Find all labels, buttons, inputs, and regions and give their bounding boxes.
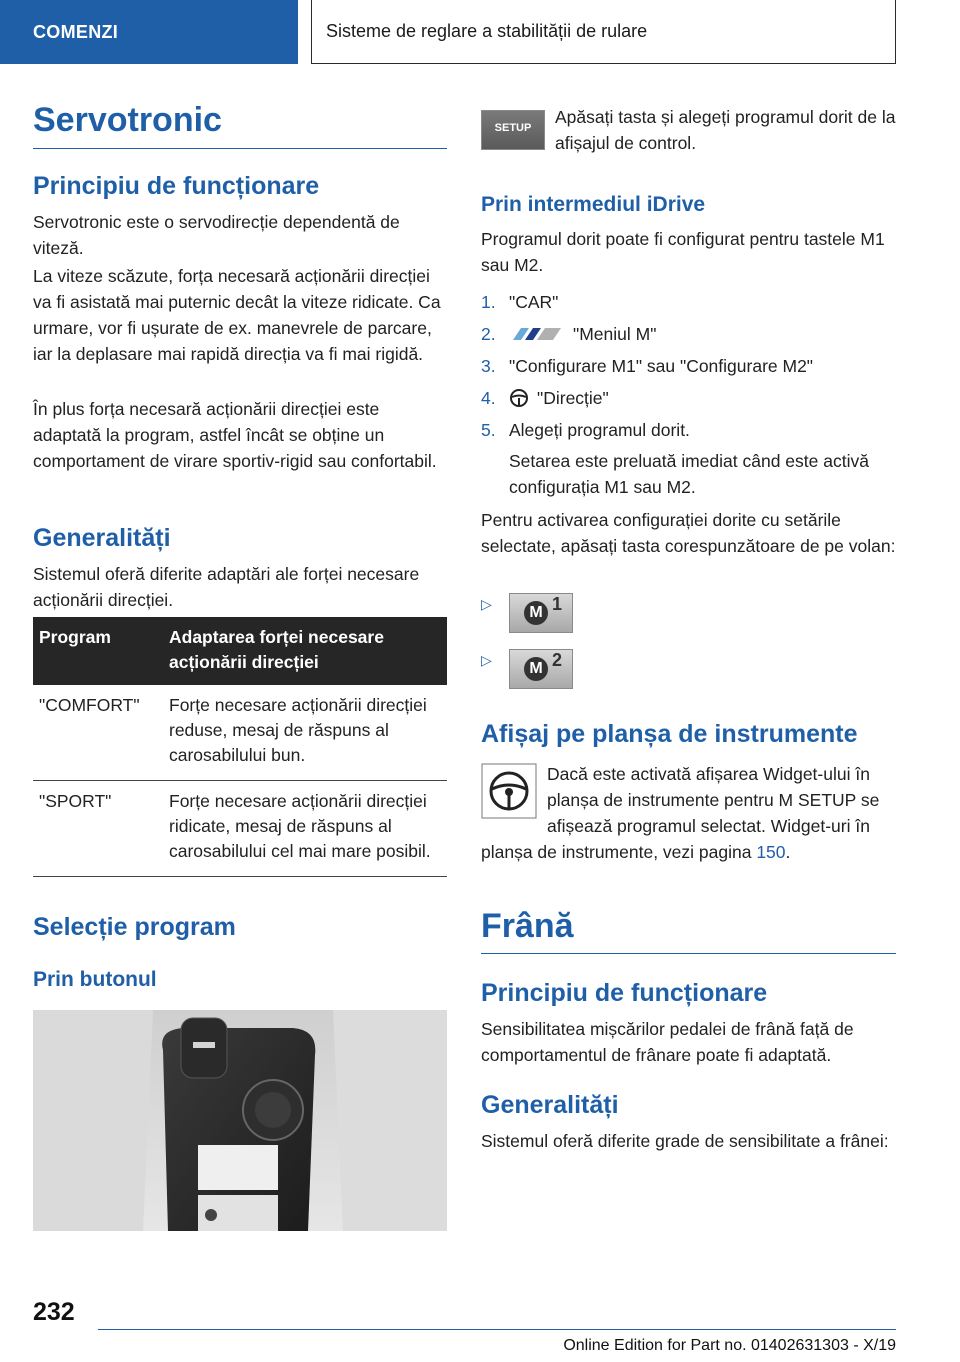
m1-key-icon [509, 593, 573, 633]
heading-brake: Frână [481, 907, 574, 945]
section-label: COMENZI [33, 21, 119, 42]
step-text: "Direcție" [537, 388, 609, 408]
table-row [33, 685, 447, 781]
chapter-title: Sisteme de reglare a stabilității de rulare [326, 21, 648, 41]
setup-key-icon [481, 110, 545, 150]
bullet-triangle-icon: ▷ [481, 652, 492, 668]
list-item [481, 289, 558, 315]
display-text: Dacă este activată afișarea Widget-ului în planșa de instrumente pentru M SETUP se afișează programul selectat. Widget-uri în planșa de instrumente, vezi pagina [481, 764, 880, 862]
heading-brake-principle: Principiu de funcționare [481, 979, 768, 1007]
cell-program: "COMFORT" [33, 685, 163, 781]
heading-servotronic: Servotronic [33, 101, 222, 139]
paragraph-servotronic-intro: Servotronic este o servodirecție dependentă de viteză. [33, 212, 400, 258]
center-console-photo [33, 1010, 447, 1231]
paragraph-brake: Sensibilitatea mișcărilor pedalei de frână față de comportamentul de frânare poate fi adaptată. [481, 1019, 854, 1065]
heading-by-button: Prin butonul [33, 968, 157, 991]
m-stripes-icon [509, 326, 565, 342]
step-text: Alegeți programul dorit. [509, 420, 690, 440]
column-header-program: Program [33, 617, 163, 685]
paragraph-general: Sistemul oferă diferite adaptări ale forței necesare acționării direcției. [33, 564, 420, 610]
bullet-triangle-icon: ▷ [481, 596, 492, 612]
footer-edition: Online Edition for Part no. 01402631303 - X/19 [563, 1337, 896, 1354]
heading-program-selection: Selecție program [33, 913, 236, 941]
paragraph-servotronic-program: În plus forța necesară acționării direcției este adaptată la program, astfel încât se obține un comportament de virare sportiv-rigid sau confortabil. [33, 399, 437, 471]
step-text: "Configurare M1" sau "Configurare M2" [509, 356, 814, 376]
step-number: 3. [481, 356, 496, 376]
steering-wheel-icon [509, 388, 529, 408]
m2-key-icon [509, 649, 573, 689]
display-text-end: . [785, 842, 791, 862]
m2-key-letter: M [524, 657, 548, 681]
paragraph-activate: Pentru activarea configurației dorite cu setările selectate, apăsați tasta corespunzătoare de pe volan: [481, 510, 896, 556]
step-number: 4. [481, 388, 496, 408]
table-row [33, 781, 447, 877]
step-text: "CAR" [509, 292, 559, 312]
heading-brake-general: Generalități [481, 1091, 619, 1119]
heading-idrive: Prin intermediul iDrive [481, 193, 706, 216]
setup-key-label: SETUP [494, 122, 532, 134]
m1-key-letter: M [524, 601, 548, 625]
paragraph-instrument-display [481, 761, 896, 865]
paragraph-step5-note: Setarea este preluată imediat când este activă configurația M1 sau M2. [509, 451, 869, 497]
heading-rule [33, 148, 447, 149]
step-text: "Meniul M" [573, 324, 657, 344]
program-table [33, 617, 447, 877]
list-item [481, 321, 656, 347]
m1-key-number: 1 [552, 594, 563, 614]
paragraph-servotronic-speeds: La viteze scăzute, forța necesară acționării direcției va fi asistată mai puternic decât la viteze ridicate. Ca urmare, vor fi ușurate de ex. manevrele de parcare, iar la deplasare mai rapidă direcția va fi mai rigidă. [33, 266, 441, 364]
m2-key-number: 2 [552, 650, 563, 670]
paragraph-brake-general: Sistemul oferă diferite grade de sensibilitate a frânei: [481, 1131, 889, 1151]
heading-instrument-display: Afișaj pe planșa de instrumente [481, 720, 858, 748]
paragraph-idrive: Programul dorit poate fi configurat pentru tastele M1 sau M2. [481, 229, 885, 275]
section-tab [0, 0, 298, 64]
page-reference-link[interactable]: 150 [756, 842, 786, 862]
column-header-adaptation: Adaptarea forței necesare acționării direcției [163, 617, 447, 685]
list-item [481, 353, 813, 379]
footer-rule [98, 1329, 896, 1330]
cell-program: "SPORT" [33, 781, 163, 877]
step-number: 5. [481, 420, 496, 440]
cell-adaptation: Forțe necesare acționării direcției ridicate, mesaj de răspuns al carosabilului cel mai mare posibil. [163, 781, 447, 877]
table-header-row [33, 617, 447, 685]
heading-rule [481, 953, 896, 954]
step-number: 2. [481, 324, 496, 344]
page-number: 232 [33, 1298, 75, 1326]
list-item [481, 385, 609, 411]
page-header-title [311, 0, 896, 64]
heading-general: Generalități [33, 524, 171, 552]
list-item [481, 417, 690, 443]
step-number: 1. [481, 292, 496, 312]
paragraph-setup: Apăsați tasta și alegeți programul dorit de la afișajul de control. [555, 107, 896, 153]
cell-adaptation: Forțe necesare acționării direcției reduse, mesaj de răspuns al carosabilului bun. [163, 685, 447, 781]
heading-principle: Principiu de funcționare [33, 172, 320, 200]
